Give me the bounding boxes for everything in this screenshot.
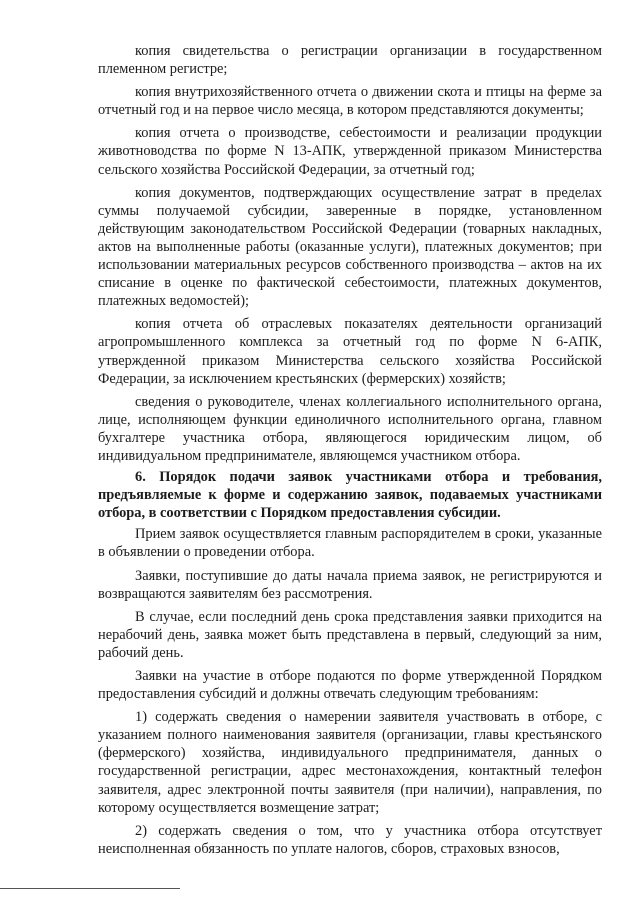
paragraph-non-working-day: В случае, если последний день срока представления заявки приходится на нерабочий день, заявка может быть представлена в первый, следующий за ним, рабочий день. (98, 608, 602, 661)
paragraph-form-13-apk: копия отчета о производстве, себестоимости и реализации продукции животноводства по форме N 13-АПК, утвержденной приказом Министерства сельского хозяйства Российской Федерации, за отчетный год; (98, 125, 602, 178)
paragraph-early-applications: Заявки, поступившие до даты начала приема заявок, не регистрируются и возвращаются заявителям без рассмотрения. (98, 567, 602, 602)
paragraph-form-6-apk: копия отчета об отраслевых показателях деятельности организаций агропромышленного комплекса за отчетный год по форме N 6-АПК, утвержденной приказом Министерства сельского хозяйства Российской Федерации, за исключением крестьянских (фермерских) хозяйств; (98, 316, 602, 387)
footnote-divider (0, 888, 180, 889)
paragraph-application-form: Заявки на участие в отборе подаются по форме утвержденной Порядком предоставления субсидий и должны отвечать следующим требованиям: (98, 668, 602, 703)
section-heading: 6. Порядок подачи заявок участниками отбора и требования, предъявляемые к форме и содержанию заявок, подаваемых участниками отбора, в соответствии с Порядком предоставления субсидии. (98, 469, 602, 522)
list-item-requirement-2: 2) содержать сведения о том, что у участника отбора отсутствует неисполненная обязанность по уплате налогов, сборов, страховых взносов, (98, 822, 602, 857)
paragraph-registry-certificate: копия свидетельства о регистрации организации в государственном племенном регистре; (98, 43, 602, 78)
paragraph-expense-documents: копия документов, подтверждающих осуществление затрат в пределах суммы получаемой субсидии, заверенные в порядке, установленном действующим законодательством Российской Федерации (товарных накладных, актов на выполненные работы (оказанные услуги), платежных документов; при использовании материальных ресурсов собственного производства – актов на их списание в оценке по фактической себестоимости, платежных документов, платежных ведомостей); (98, 184, 602, 310)
paragraph-management-info: сведения о руководителе, членах коллегиального исполнительного органа, лице, исполняющем функции единоличного исполнительного органа, главном бухгалтере участника отбора, являющегося юридическим лицом, об индивидуальном предпринимателе, являющемся участником отбора. (98, 393, 602, 464)
paragraph-application-acceptance: Прием заявок осуществляется главным распорядителем в сроки, указанные в объявлении о проведении отбора. (98, 526, 602, 561)
list-item-requirement-1: 1) содержать сведения о намерении заявителя участвовать в отборе, с указанием полного наименования заявителя (организации, главы крестьянского (фермерского) хозяйства, индивидуального предпринимателя, данных о государственной регистрации, адрес местонахождения, контактный телефон заявителя, адрес электронной почты заявителя (при наличии), направления, по которому осуществляется возмещение затрат; (98, 709, 602, 816)
paragraph-livestock-report: копия внутрихозяйственного отчета о движении скота и птицы на ферме за отчетный год и на первое число месяца, в котором представляются документы; (98, 84, 602, 119)
